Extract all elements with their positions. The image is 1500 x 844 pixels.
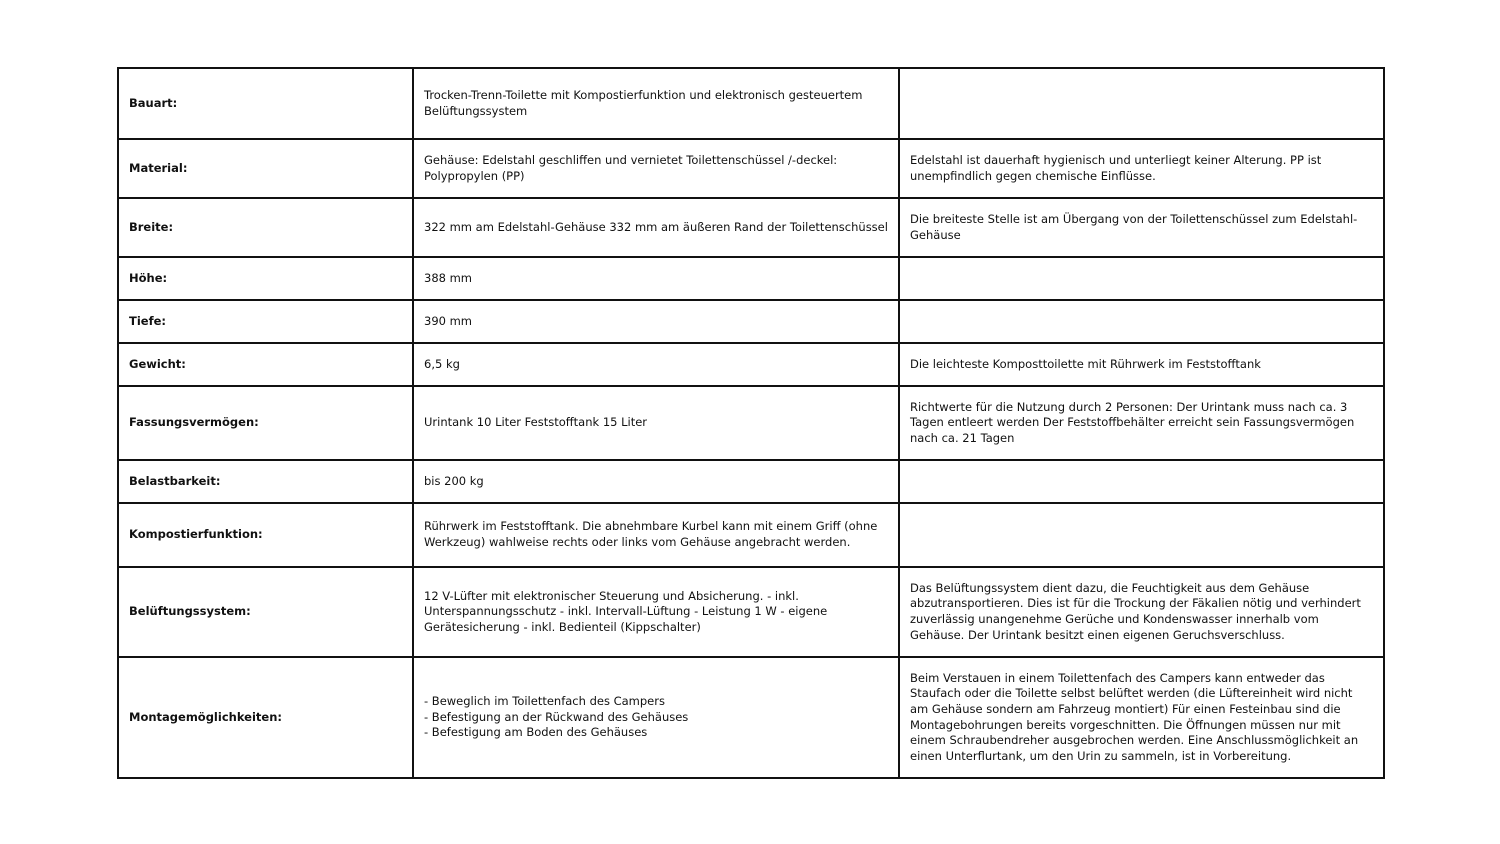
row-label: Breite: xyxy=(118,198,413,257)
row-label: Bauart: xyxy=(118,68,413,139)
spec-table xyxy=(117,67,1385,779)
row-value: 12 V-Lüfter mit elektronischer Steuerung und Absicherung. - inkl. Unterspannungsschutz - inkl. Intervall-Lüftung - Leistung 1 W - eigene Gerätesicherung - inkl. Bedienteil (Kippschalter) xyxy=(413,567,899,657)
row-label: Montagemöglichkeiten: xyxy=(118,657,413,778)
row-label: Fassungsvermögen: xyxy=(118,386,413,460)
row-value: 390 mm xyxy=(413,300,899,343)
row-note: Richtwerte für die Nutzung durch 2 Personen: Der Urintank muss nach ca. 3 Tagen entleert werden Der Feststoffbehälter erreicht sein Fassungsvermögen nach ca. 21 Tagen xyxy=(899,386,1384,460)
row-value: 388 mm xyxy=(413,257,899,300)
table-row xyxy=(118,567,1384,657)
row-note: Das Belüftungssystem dient dazu, die Feuchtigkeit aus dem Gehäuse abzutransportieren. Dies ist für die Trockung der Fäkalien nötig und verhindert zuverlässig unangenehme Gerüche und Kondenswasser innerhalb vom Gehäuse. Der Urintank besitzt einen eigenen Geruchsverschluss. xyxy=(899,567,1384,657)
table-row xyxy=(118,68,1384,139)
row-label: Belastbarkeit: xyxy=(118,460,413,503)
row-label: Belüftungssystem: xyxy=(118,567,413,657)
table-row xyxy=(118,657,1384,778)
table-row xyxy=(118,460,1384,503)
table-row xyxy=(118,386,1384,460)
row-note xyxy=(899,300,1384,343)
row-value: Rührwerk im Feststofftank. Die abnehmbare Kurbel kann mit einem Griff (ohne Werkzeug) wahlweise rechts oder links vom Gehäuse angebracht werden. xyxy=(413,503,899,567)
row-note xyxy=(899,503,1384,567)
table-row xyxy=(118,343,1384,386)
row-note xyxy=(899,257,1384,300)
row-label: Tiefe: xyxy=(118,300,413,343)
row-value: 6,5 kg xyxy=(413,343,899,386)
row-label: Höhe: xyxy=(118,257,413,300)
row-note: Edelstahl ist dauerhaft hygienisch und unterliegt keiner Alterung. PP ist unempfindlich gegen chemische Einflüsse. xyxy=(899,139,1384,198)
row-value: bis 200 kg xyxy=(413,460,899,503)
table-row xyxy=(118,257,1384,300)
row-value: Gehäuse: Edelstahl geschliffen und vernietet Toilettenschüssel /-deckel: Polypropylen (PP) xyxy=(413,139,899,198)
table-row xyxy=(118,198,1384,257)
row-value: - Beweglich im Toilettenfach des Campers - Befestigung an der Rückwand des Gehäuses - Befestigung am Boden des Gehäuses xyxy=(413,657,899,778)
row-note xyxy=(899,68,1384,139)
row-value: 322 mm am Edelstahl-Gehäuse 332 mm am äußeren Rand der Toilettenschüssel xyxy=(413,198,899,257)
row-note: Die breiteste Stelle ist am Übergang von der Toilettenschüssel zum Edelstahl-Gehäuse xyxy=(899,198,1384,257)
row-note xyxy=(899,460,1384,503)
row-value: Trocken-Trenn-Toilette mit Kompostierfunktion und elektronisch gesteuertem Belüftungssystem xyxy=(413,68,899,139)
table-row xyxy=(118,503,1384,567)
row-label: Material: xyxy=(118,139,413,198)
row-label: Gewicht: xyxy=(118,343,413,386)
row-note: Die leichteste Komposttoilette mit Rührwerk im Feststofftank xyxy=(899,343,1384,386)
row-value: Urintank 10 Liter Feststofftank 15 Liter xyxy=(413,386,899,460)
row-note: Beim Verstauen in einem Toilettenfach des Campers kann entweder das Staufach oder die Toilette selbst belüftet werden (die Lüftereinheit wird nicht am Gehäuse sondern am Fahrzeug montiert) Für einen Festeinbau sind die Montagebohrungen bereits vorgeschnitten. Die Öffnungen müssen nur mit einem Schraubendreher ausgebrochen werden. Eine Anschlussmöglichkeit an einen Unterflurtank, um den Urin zu sammeln, ist in Vorbereitung. xyxy=(899,657,1384,778)
table-row xyxy=(118,300,1384,343)
row-label: Kompostierfunktion: xyxy=(118,503,413,567)
table-row xyxy=(118,139,1384,198)
